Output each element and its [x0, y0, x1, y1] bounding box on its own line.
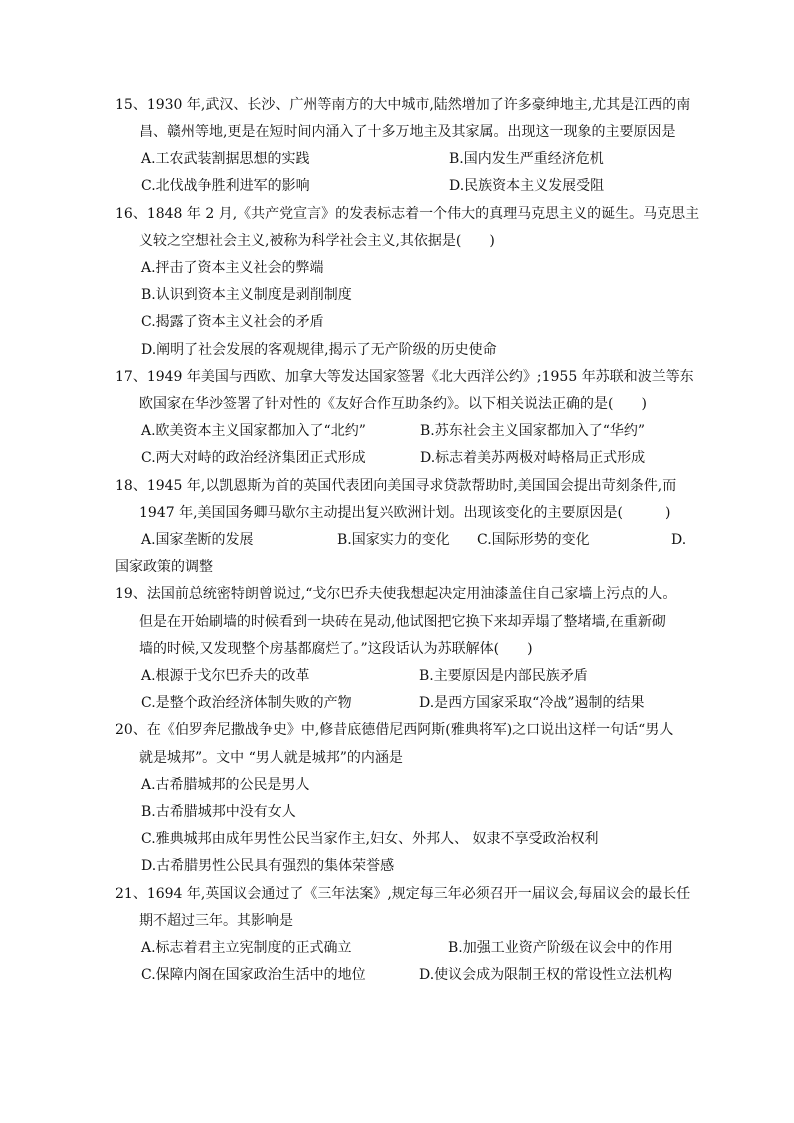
q17-option-c: C.两大对峙的政治经济集团正式形成 [141, 450, 366, 466]
q19-stem-line-1: 19、法国前总统密特朗曾说过,“戈尔巴乔夫使我想起决定用油漆盖住自己家墙上污点的人。 [115, 586, 677, 602]
q16-stem-line-2: 义较之空想社会主义,被称为科学社会主义,其依据是( ) [139, 233, 495, 249]
q18-option-d: D. [671, 532, 687, 548]
q21-option-d: D.使议会成为限制王权的常设性立法机构 [419, 967, 673, 983]
q18-stem-line-2: 1947 年,美国国务卿马歇尔主动提出复兴欧洲计划。出现该变化的主要原因是( ) [139, 505, 671, 521]
q16-option-c: C.揭露了资本主义社会的矛盾 [141, 314, 324, 330]
q15-stem-line-2: 昌、赣州等地,更是在短时间内涌入了十多万地主及其家属。出现这一现象的主要原因是 [139, 124, 676, 140]
q21-option-a: A.标志着君主立宪制度的正式确立 [141, 940, 352, 956]
q16-stem-line-1: 16、1848 年 2 月,《共产党宣言》的发表标志着一个伟大的真理马克思主义的诞生。马克思主 [115, 206, 700, 222]
q20-stem-line-2: 就是城邦”。文中 “男人就是城邦”的内涵是 [139, 750, 403, 766]
q16-option-a: A.抨击了资本主义社会的弊端 [141, 260, 324, 276]
q19-stem-line-3: 墙的时候,又发现整个房基都腐烂了。”这段话认为苏联解体( ) [139, 641, 533, 657]
q15-option-a: A.工农武装割据思想的实践 [141, 151, 310, 167]
q20-option-b: B.古希腊城邦中没有女人 [141, 804, 296, 820]
q15-stem-line-1: 15、1930 年,武汉、长沙、广州等南方的大中城市,陆然增加了许多豪绅地主,尤其是江西的南 [115, 97, 691, 113]
q18-option-b: B.国家实力的变化 [337, 532, 450, 548]
q18-option-a: A.国家垄断的发展 [141, 532, 254, 548]
q16-option-d: D.阐明了社会发展的客观规律,揭示了无产阶级的历史使命 [141, 342, 497, 358]
q17-option-b: B.苏东社会主义国家都加入了“华约” [420, 423, 646, 439]
q19-option-b: B.主要原因是内部民族矛盾 [419, 668, 588, 684]
q19-option-d: D.是西方国家采取“冷战”遏制的结果 [419, 695, 645, 711]
q21-stem-line-2: 期不超过三年。其影响是 [139, 913, 293, 929]
q21-stem-line-1: 21、1694 年,英国议会通过了《三年法案》,规定每三年必须召开一届议会,每届议会的最长任 [115, 886, 691, 902]
q20-stem-line-1: 20、在《伯罗奔尼撒战争史》中,修昔底德借尼西阿斯(雅典将军)之口说出这样一句话“男人 [115, 722, 674, 738]
q17-stem-line-1: 17、1949 年美国与西欧、加拿大等发达国家签署《北大西洋公约》;1955 年苏联和波兰等东 [115, 369, 694, 385]
q20-option-d: D.古希腊男性公民具有强烈的集体荣誉感 [141, 858, 395, 874]
q21-option-c: C.保障内阁在国家政治生活中的地位 [141, 967, 366, 983]
q19-stem-line-2: 但是在开始刷墙的时候看到一块砖在晃动,他试图把它换下来却弄塌了整堵墙,在重新砌 [139, 614, 666, 630]
q20-option-a: A.古希腊城邦的公民是男人 [141, 777, 310, 793]
q18-stem-line-1: 18、1945 年,以凯恩斯为首的英国代表团向美国寻求贷款帮助时,美国国会提出苛刻条件,而 [115, 478, 677, 494]
q21-option-b: B.加强工业资产阶级在议会中的作用 [448, 940, 673, 956]
q17-stem-line-2: 欧国家在华沙签署了针对性的《友好合作互助条约》。以下相关说法正确的是( ) [139, 396, 647, 412]
q19-option-c: C.是整个政治经济体制失败的产物 [141, 695, 352, 711]
q20-option-c: C.雅典城邦由成年男性公民当家作主,妇女、外邦人、 奴隶不享受政治权利 [141, 831, 599, 847]
q18-option-d-wrap: 国家政策的调整 [115, 559, 213, 575]
q15-option-c: C.北伐战争胜利进军的影响 [141, 178, 310, 194]
q18-option-c: C.国际形势的变化 [477, 532, 590, 548]
q15-option-b: B.国内发生严重经济危机 [449, 151, 604, 167]
q15-option-d: D.民族资本主义发展受阻 [449, 178, 605, 194]
q17-option-a: A.欧美资本主义国家都加入了“北约” [141, 423, 366, 439]
q16-option-b: B.认识到资本主义制度是剥削制度 [141, 287, 352, 303]
q17-option-d: D.标志着美苏两极对峙格局正式形成 [420, 450, 646, 466]
q19-option-a: A.根源于戈尔巴乔夫的改革 [141, 668, 310, 684]
